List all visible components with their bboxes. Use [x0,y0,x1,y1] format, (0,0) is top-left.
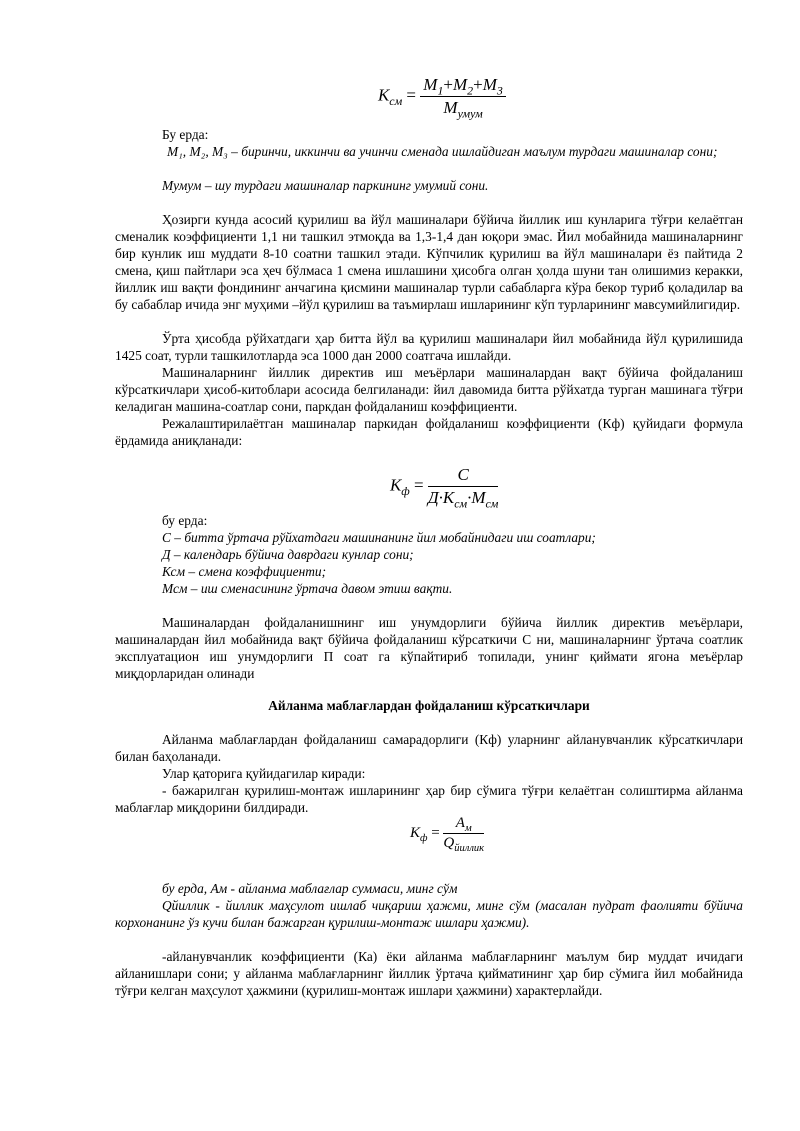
paragraph-7: Улар қаторига қуйидагилар киради: [162,766,366,781]
definition-ksm: Ксм – смена коэффициенти; [162,564,327,579]
paragraph-3: Машиналарнинг йиллик директив иш меъёрлари машиналардан вақт бўйича фойдаланиш кўрсаткичлари ҳисоб-китоблари асосида белгиланади: йил давомида битта рўйхатда турган машинага тўғри келадиган машина-соатлар сони, паркдан фойдаланиш коэффициенти. [115,365,743,414]
paragraph-6: Айланма маблағлардан фойдаланиш самарадорлиги (Кф) уларнинг айланувчанлик кўрсаткичлари билан баҳоланади. [115,732,743,764]
paragraph-4: Режалаштирилаётган машиналар паркидан фойдаланиш коэффициенти (Кф) қуйидаги формула ёрдамида аниқланади: [115,416,743,448]
formula-park-utilization: $К_ф$ = $\frac{С}{Д\cdot К_{см}\cdot М_{см}}$ [390,465,499,511]
formula-shift-coefficient: $К_{см}$ = $\frac{М_1+М_2+М_3}{М_{умум}}$ [378,75,506,118]
definition-d: Д – календарь бўйича даврдаги кунлар сони; [162,547,414,562]
definition-q-annual: Qйиллик - йиллик маҳсулот ишлаб чиқариш ҳажми, минг сўм (масалан пудрат фаолияти бўйича корхонанинг ўз кучи билан бажарган қурилиш-монтаж ишлари ҳажми). [115,898,743,930]
definition-msm: Мсм – иш сменасининг ўртача давом этиш вақти. [162,581,453,596]
where-label-1: Бу ерда: [162,127,209,142]
where-label-2: бу ерда: [162,513,208,528]
paragraph-9: -айланувчанлик коэффициенти (Ка) ёки айланма маблағларнинг маълум бир муддат ичидаги айланишлари сони; у айланма маблағларнинг йиллик ўртача қийматининг ҳар бир сўмига йил мобайнида тўғри келган маҳсулот ҳажмини (қурилиш-монтаж ишлари ҳажмини) характерлайди. [115,949,743,998]
paragraph-2: Ўрта ҳисобда рўйхатдаги ҳар битта йўл ва қурилиш машиналари йил мобайнида йўл қурилишида 1425 соат, турли ташкилотларда эса 1000 дан 2000 соатгача ишлайди. [115,331,743,363]
formula-specific-assets: $К_ф$ = $\frac{А_м}{Q_{йиллик}}$ [410,815,485,854]
definition-m-total: Мумум – шу турдаги машиналар паркининг умумий сони. [162,178,489,193]
definition-m123: М₁, М₂, М₃ – биринчи, иккинчи ва учинчи сменада ишлайдиган маълум турдаги машиналар сони; [167,144,718,159]
paragraph-5: Машиналардан фойдаланишнинг иш унумдорлиги бўйича йиллик директив меъёрлари, машиналардан йил мобайнида вақт бўйича фойдаланиш кўрсаткичи С ни, машиналарнинг ўртача соатлик эксплуатацион иш унумдорлиги П соат га кўпайтириб топилади, унинг қиймати ягона меъёрлар миқдорларидан олинади [115,615,743,681]
section-heading: Айланма маблағлардан фойдаланиш кўрсаткичлари [268,698,590,713]
definition-am: бу ерда, Ам - айланма маблағлар суммаси, минг сўм [162,881,458,896]
definition-c: С – битта ўртача рўйхатдаги машинанинг йил мобайнидаги иш соатлари; [162,530,596,545]
paragraph-8: - бажарилган қурилиш-монтаж ишларининг ҳар бир сўмига тўғри келаётган солиштирма айланма маблағлар миқдорини билдиради. [115,783,743,815]
paragraph-1: Ҳозирги кунда асосий қурилиш ва йўл машиналари бўйича йиллик иш кунларига тўғри келаётган сменалик коэффициенти 1,1 ни ташкил этмоқда ва 1,3-1,4 дан юқори эмас. Йил мобайнида машиналарнинг бир кунлик иш муддати 8-10 соатни ташкил этади. Кўпчилик қурилиш ва йўл машиналари ёз пайтида 2 смена, қиш пайтлари эса ҳеч бўлмаса 1 смена ишлашини ҳисобга олган ҳолда шуни тан олишимиз керакки, йиллик иш вақти фондининг анчагина қисмини машиналар турли сабабларга кўра бекор туриб қоладилар ва бу сабаблар ичида энг муҳими –йўл қурилиш ва таъмирлаш ишларининг кўп турларининг мавсумийлигидир. [115,212,743,312]
